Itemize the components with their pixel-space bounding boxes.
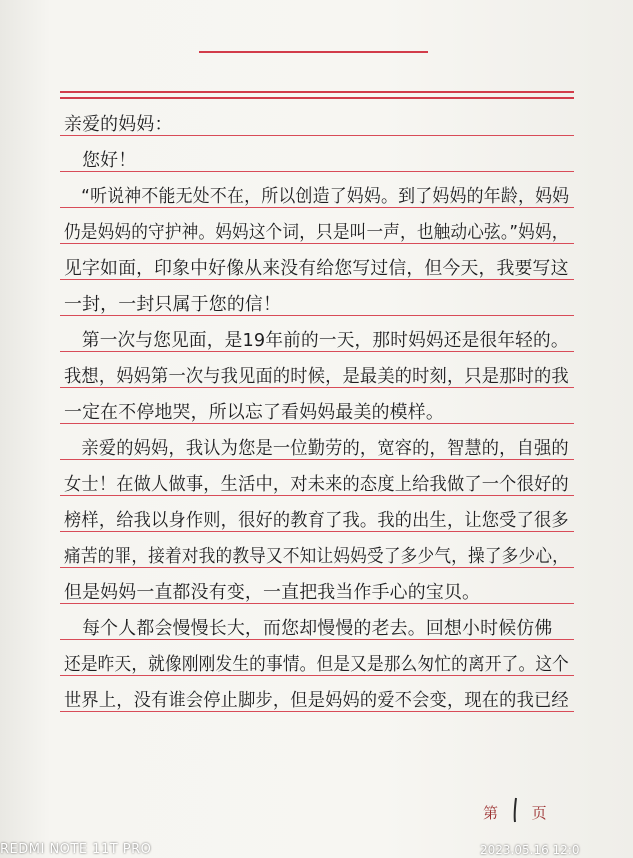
letter-line: 还是昨天，就像刚刚发生的事情。但是又是那么匆忙的离开了。这个 bbox=[64, 654, 569, 675]
letter-line: 女士！在做人做事，生活中，对未来的态度上给我做了一个很好的 bbox=[64, 474, 569, 495]
title-line bbox=[199, 51, 428, 53]
camera-datetime: 2023.05.16 12:0 bbox=[480, 843, 580, 857]
header-rule-top bbox=[60, 91, 574, 93]
page-label-prefix: 第 bbox=[483, 804, 499, 822]
letter-line: 但是妈妈一直都没有变，一直把我当作手心的宝贝。 bbox=[64, 582, 481, 603]
letter-line: 亲爱的妈妈： bbox=[64, 114, 173, 135]
letter-line: 亲爱的妈妈，我认为您是一位勤劳的，宽容的，智慧的，自强的 bbox=[64, 438, 569, 459]
page-number-label bbox=[483, 796, 547, 824]
camera-watermark: REDMI NOTE 11T PRO bbox=[0, 842, 152, 857]
letter-line: 第一次与您见面，是19年前的一天，那时妈妈还是很年轻的。 bbox=[64, 330, 569, 351]
letter-line: 您好！ bbox=[64, 150, 137, 171]
letter-line: “听说神不能无处不在，所以创造了妈妈。到了妈妈的年龄，妈妈 bbox=[64, 186, 570, 207]
letter-line: 每个人都会慢慢长大，而您却慢慢的老去。回想小时候仿佛 bbox=[64, 618, 553, 639]
letter-line: 痛苦的罪，接着对我的教导又不知让妈妈受了多少气，操了多少心， bbox=[64, 546, 569, 567]
header-rule-bottom bbox=[60, 97, 574, 99]
letter-line: 榜样，给我以身作则，很好的教育了我。我的出生，让您受了很多 bbox=[64, 510, 569, 531]
letter-line: 一定在不停地哭，所以忘了看妈妈最美的模样。 bbox=[64, 402, 444, 423]
page-label-suffix: 页 bbox=[531, 804, 547, 822]
letter-line: 见字如面，印象中好像从来没有给您写过信，但今天，我要写这 bbox=[64, 258, 569, 279]
letter-line: 世界上，没有谁会停止脚步，但是妈妈的爱不会变，现在的我已经 bbox=[64, 690, 569, 711]
letter-line: 一封，一封只属于您的信！ bbox=[64, 294, 282, 315]
page-number-blank bbox=[503, 796, 527, 824]
letter-line: 仍是妈妈的守护神。妈妈这个词，只是叫一声，也触动心弦。”妈妈， bbox=[64, 222, 569, 243]
letter-line: 我想，妈妈第一次与我见面的时候，是最美的时刻，只是那时的我 bbox=[64, 366, 569, 387]
